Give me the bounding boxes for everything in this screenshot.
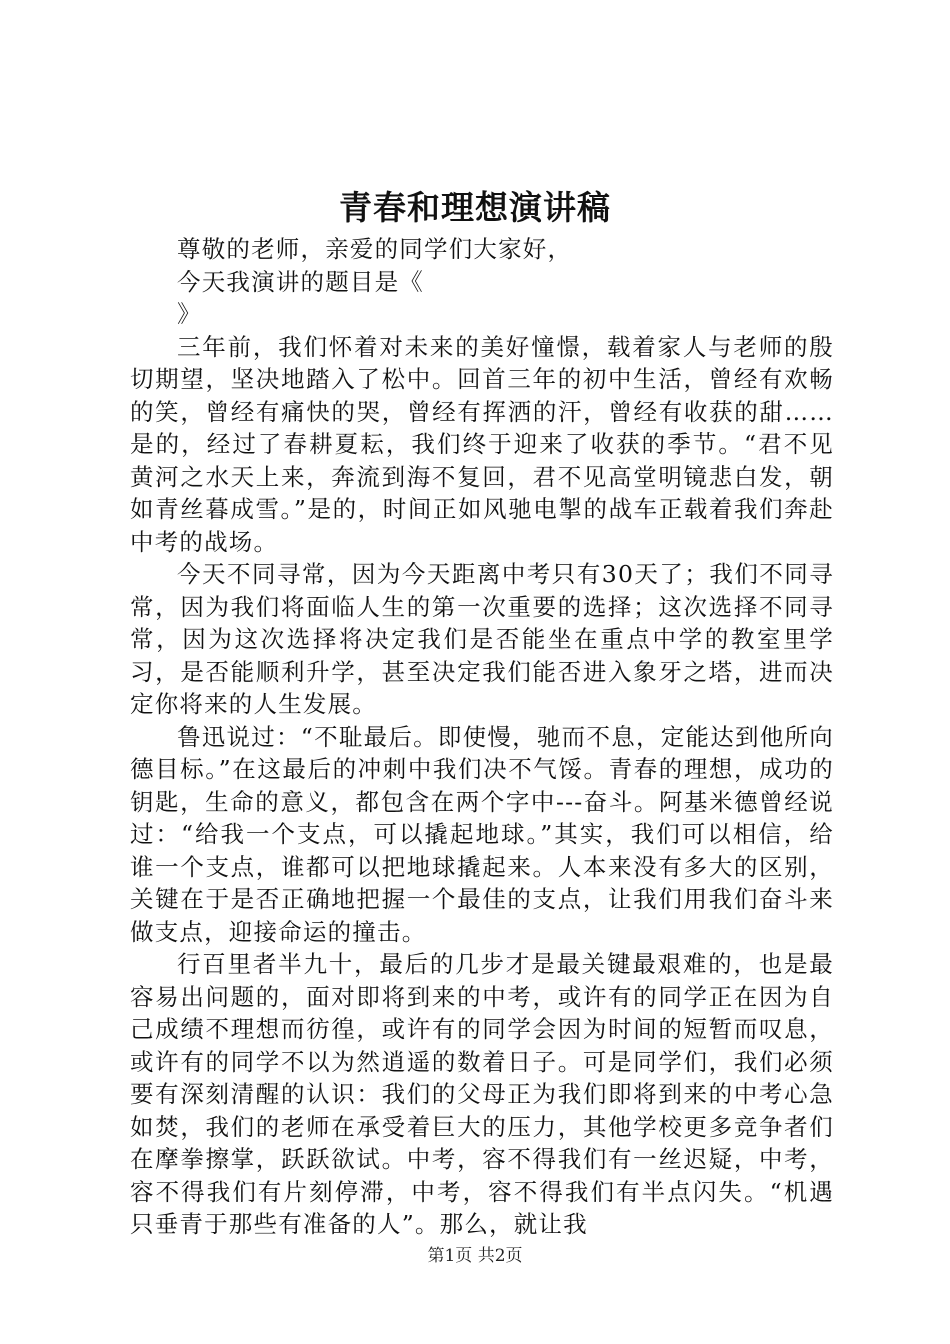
page-footer: 第1页 共2页 [427, 1246, 523, 1266]
paragraph-topic-close: 》 [177, 300, 202, 328]
paragraph-today-unusual: 今天不同寻常，因为今天距离中考只有30天了；我们不同寻常，因为我们将面临人生的第一次重要的选择；这次选择不同寻常，因为这次选择将决定我们是否能坐在重点中学的教室里学习，是否能顺利升学，甚至决定我们能否进入象牙之塔，进而决定你将来的人生发展。 [130, 560, 834, 718]
document-body [130, 233, 834, 1241]
paragraph-greeting: 尊敬的老师，亲爱的同学们大家好， [177, 235, 573, 263]
paragraph-luxun: 鲁迅说过：“不耻最后。即使慢，驰而不息，定能达到他所向德目标。”在这最后的冲刺中我们决不气馁。青春的理想，成功的钥匙，生命的意义，都包含在两个字中---奋斗。阿基米德曾经说过：“给我一个支点，可以撬起地球。”其实，我们可以相信，给谁一个支点，谁都可以把地球撬起来。人本来没有多大的区别，关键在于是否正确地把握一个最佳的支点，让我们用我们奋斗来做支点，迎接命运的撞击。 [130, 722, 834, 946]
paragraph-topic: 今天我演讲的题目是《 [177, 267, 424, 296]
document-title: 青春和理想演讲稿 [339, 188, 611, 227]
paragraph-three-years-ago: 三年前，我们怀着对未来的美好憧憬，载着家人与老师的殷切期望，坚决地踏入了松中。回首三年的初中生活，曾经有欢畅的笑，曾经有痛快的哭，曾经有挥洒的汗，曾经有收获的甜……是的，经过了春耕夏耘，我们终于迎来了收获的季节。“君不见黄河之水天上来，奔流到海不复回，君不见高堂明镜悲白发，朝如青丝暮成雪。”是的，时间正如风驰电掣的战车正载着我们奔赴中考的战场。 [130, 332, 834, 556]
paragraph-final-steps: 行百里者半九十，最后的几步才是最关键最艰难的，也是最容易出问题的，面对即将到来的中考，或许有的同学正在因为自己成绩不理想而彷徨，或许有的同学会因为时间的短暂而叹息，或许有的同学不以为然逍遥的数着日子。可是同学们，我们必须要有深刻清醒的认识：我们的父母正为我们即将到来的中考心急如焚，我们的老师在承受着巨大的压力，其他学校更多竞争者们在摩拳擦掌，跃跃欲试。中考，容不得我们有一丝迟疑，中考，容不得我们有片刻停滞，中考，容不得我们有半点闪失。“机遇只垂青于那些有准备的人”。那么，就让我 [130, 950, 834, 1238]
